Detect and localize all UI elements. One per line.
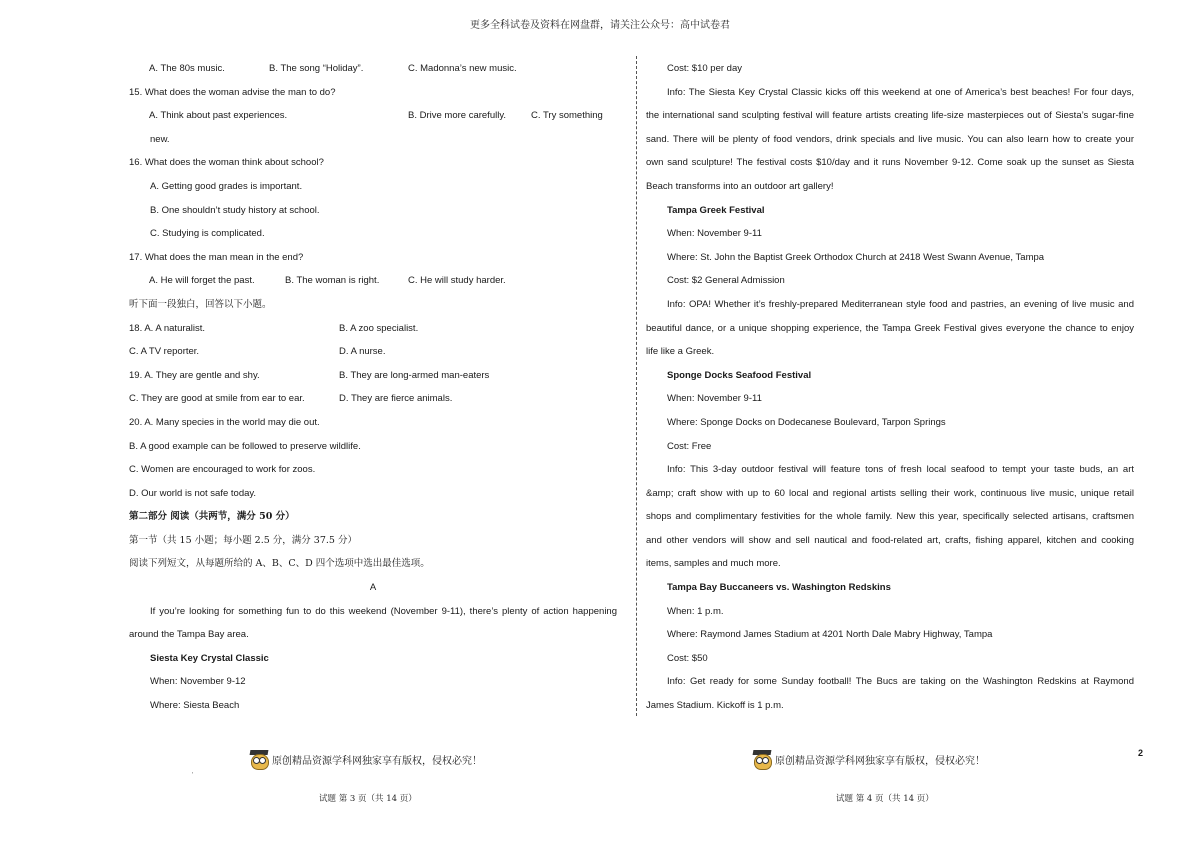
q20-option-c: C. Women are encouraged to work for zoos. [129, 464, 316, 476]
event-where: Where: Siesta Beach [150, 700, 240, 712]
event-when: When: 1 p.m. [667, 605, 724, 617]
event-info-line: items, samples and much more. [646, 558, 781, 570]
option: C. Try something [531, 110, 603, 122]
event-when: When: November 9-12 [150, 676, 246, 688]
q19-options-row1 [129, 367, 617, 391]
option: D. A nurse. [339, 346, 386, 358]
copyright-text: 原创精品资源学科网独家享有版权，侵权必究！ [272, 755, 482, 767]
event-info-line: life like a Greek. [646, 346, 715, 358]
question-16: 16. What does the woman think about school? [129, 157, 324, 169]
q20-option-b: B. A good example can be followed to preserve wildlife. [129, 440, 361, 452]
event-where: Where: St. John the Baptist Greek Orthodox Church at 2418 West Swann Avenue, Tampa [667, 251, 1045, 263]
event-title: Tampa Greek Festival [667, 204, 765, 216]
option: C. They are good at smile from ear to ear. [129, 393, 305, 405]
copyright-notice-right [752, 749, 985, 769]
option: B. The woman is right. [285, 275, 380, 287]
owl-graduate-icon [752, 749, 772, 769]
reading-instruction: 阅读下列短文，从每题所给的 A、B、C、D 四个选项中选出最佳选项。 [129, 558, 430, 570]
option: 19. A. They are gentle and shy. [129, 369, 260, 381]
event-info-line: Info: The Siesta Key Crystal Classic kicks off this weekend at one of America’s best beaches! For four days, [667, 86, 1134, 98]
intro-line: around the Tampa Bay area. [129, 629, 249, 641]
event-when: When: November 9-11 [667, 393, 762, 405]
option: B. Drive more carefully. [408, 110, 507, 122]
question-17: 17. What does the man mean in the end? [129, 251, 304, 263]
q15-option-continued: new. [150, 133, 170, 145]
option: A. Think about past experiences. [149, 110, 288, 122]
passage-label: A [369, 582, 377, 594]
owl-graduate-icon [249, 749, 269, 769]
event-info-line: &amp; craft show with up to 60 local and regional artists selling their work, continuous live music, unique retail [646, 487, 1134, 499]
event-cost: Cost: $50 [667, 652, 708, 664]
option: D. They are fierce animals. [339, 393, 453, 405]
page-number-right: 试题 第 4 页（共 14 页） [836, 794, 934, 804]
column-divider [636, 56, 637, 716]
event-where: Where: Sponge Docks on Dodecanese Boulevard, Tarpon Springs [667, 416, 946, 428]
intro-line: If you’re looking for something fun to do this weekend (November 9-11), there’s plenty of action happening [150, 605, 617, 617]
event-title: Sponge Docks Seafood Festival [667, 369, 812, 381]
option: A. He will forget the past. [149, 275, 255, 287]
event-info-line: Info: OPA! Whether it’s freshly-prepared Mediterranean style food and pastries, an evening of live music and [667, 298, 1134, 310]
copyright-text: 原创精品资源学科网独家享有版权，侵权必究！ [775, 755, 985, 767]
event-info-line: own sand sculpture! The festival costs $10/day and it runs November 9-12. Come soak up the sunset as Siesta [646, 157, 1134, 169]
option: B. They are long-armed man-eaters [339, 369, 490, 381]
event-cost: Cost: Free [667, 440, 712, 452]
option: C. A TV reporter. [129, 346, 200, 358]
event-when: When: November 9-11 [667, 228, 762, 240]
option: B. A zoo specialist. [339, 322, 419, 334]
section1-heading: 第一节（共 15 小题；每小题 2.5 分，满分 37.5 分） [129, 534, 357, 546]
q16-option-a: A. Getting good grades is important. [150, 180, 303, 192]
option: A. The 80s music. [149, 63, 225, 74]
left-column [129, 60, 617, 721]
event-title: Siesta Key Crystal Classic [150, 652, 269, 664]
event-info-line: the international sand sculpting festival will feature artists creating life-size masterpieces out of Siesta’s sugar-fine [646, 110, 1134, 122]
q17-options [129, 272, 617, 296]
question-15: 15. What does the woman advise the man to do? [129, 86, 336, 98]
event-info-line: Info: This 3-day outdoor festival will feature tons of fresh local seafood to tempt your taste buds, an art [667, 464, 1134, 476]
event-info-line: Beach transforms into an outdoor art gallery! [646, 180, 834, 192]
event-title: Tampa Bay Buccaneers vs. Washington Redskins [667, 582, 891, 594]
q20-option-d: D. Our world is not safe today. [129, 487, 257, 499]
q16-option-c: C. Studying is complicated. [150, 228, 265, 240]
q20-option-a: 20. A. Many species in the world may die out. [129, 416, 320, 428]
q15-options [129, 107, 617, 131]
listening-instruction: 听下面一段独白，回答以下小题。 [129, 298, 272, 310]
event-info-line: Info: Get ready for some Sunday football! The Bucs are taking on the Washington Redskins at Raymond [667, 676, 1134, 688]
event-info-line: and other vendors will show and sell nautical and food-related art, crafts, fishing apparel, kitchen and cooking [646, 534, 1134, 546]
q16-option-b: B. One shouldn’t study history at school. [150, 204, 320, 216]
event-where: Where: Raymond James Stadium at 4201 North Dale Mabry Highway, Tampa [667, 629, 993, 641]
option: C. He will study harder. [408, 275, 506, 287]
q19-options-row2 [129, 390, 617, 414]
event-cost: Cost: $2 General Admission [667, 275, 785, 287]
option: C. Madonna’s new music. [408, 63, 517, 74]
corner-page-number: 2 [1138, 748, 1144, 758]
option: 18. A. A naturalist. [129, 322, 206, 334]
stray-mark: ' [192, 772, 194, 779]
q18-options-row2 [129, 343, 617, 367]
event-info-line: sand. There will be plenty of food vendors, drink specials and live music. You can also learn how to create your [646, 133, 1134, 145]
event-info-line: beautiful dance, or a unique shopping experience, the Tampa Greek Festival gives everyone the chance to enjoy [646, 322, 1134, 334]
q18-options-row1 [129, 320, 617, 344]
event-cost: Cost: $10 per day [667, 63, 742, 74]
event-info-line: James Stadium. Kickoff is 1 p.m. [646, 700, 784, 712]
event-info-line: shops and complimentary festivities for the whole family. New this year, specifically selected artisans, craftsmen [646, 511, 1134, 523]
q14-options [129, 60, 617, 84]
copyright-notice-left [249, 749, 482, 769]
page-number-left: 试题 第 3 页（共 14 页） [319, 794, 417, 804]
right-column [646, 60, 1134, 721]
page-header: 更多全科试卷及资料在网盘群，请关注公众号：高中试卷君 [470, 20, 730, 31]
part2-heading: 第二部分 阅读（共两节，满分 50 分） [129, 511, 295, 523]
option: B. The song “Holiday”. [269, 63, 364, 74]
